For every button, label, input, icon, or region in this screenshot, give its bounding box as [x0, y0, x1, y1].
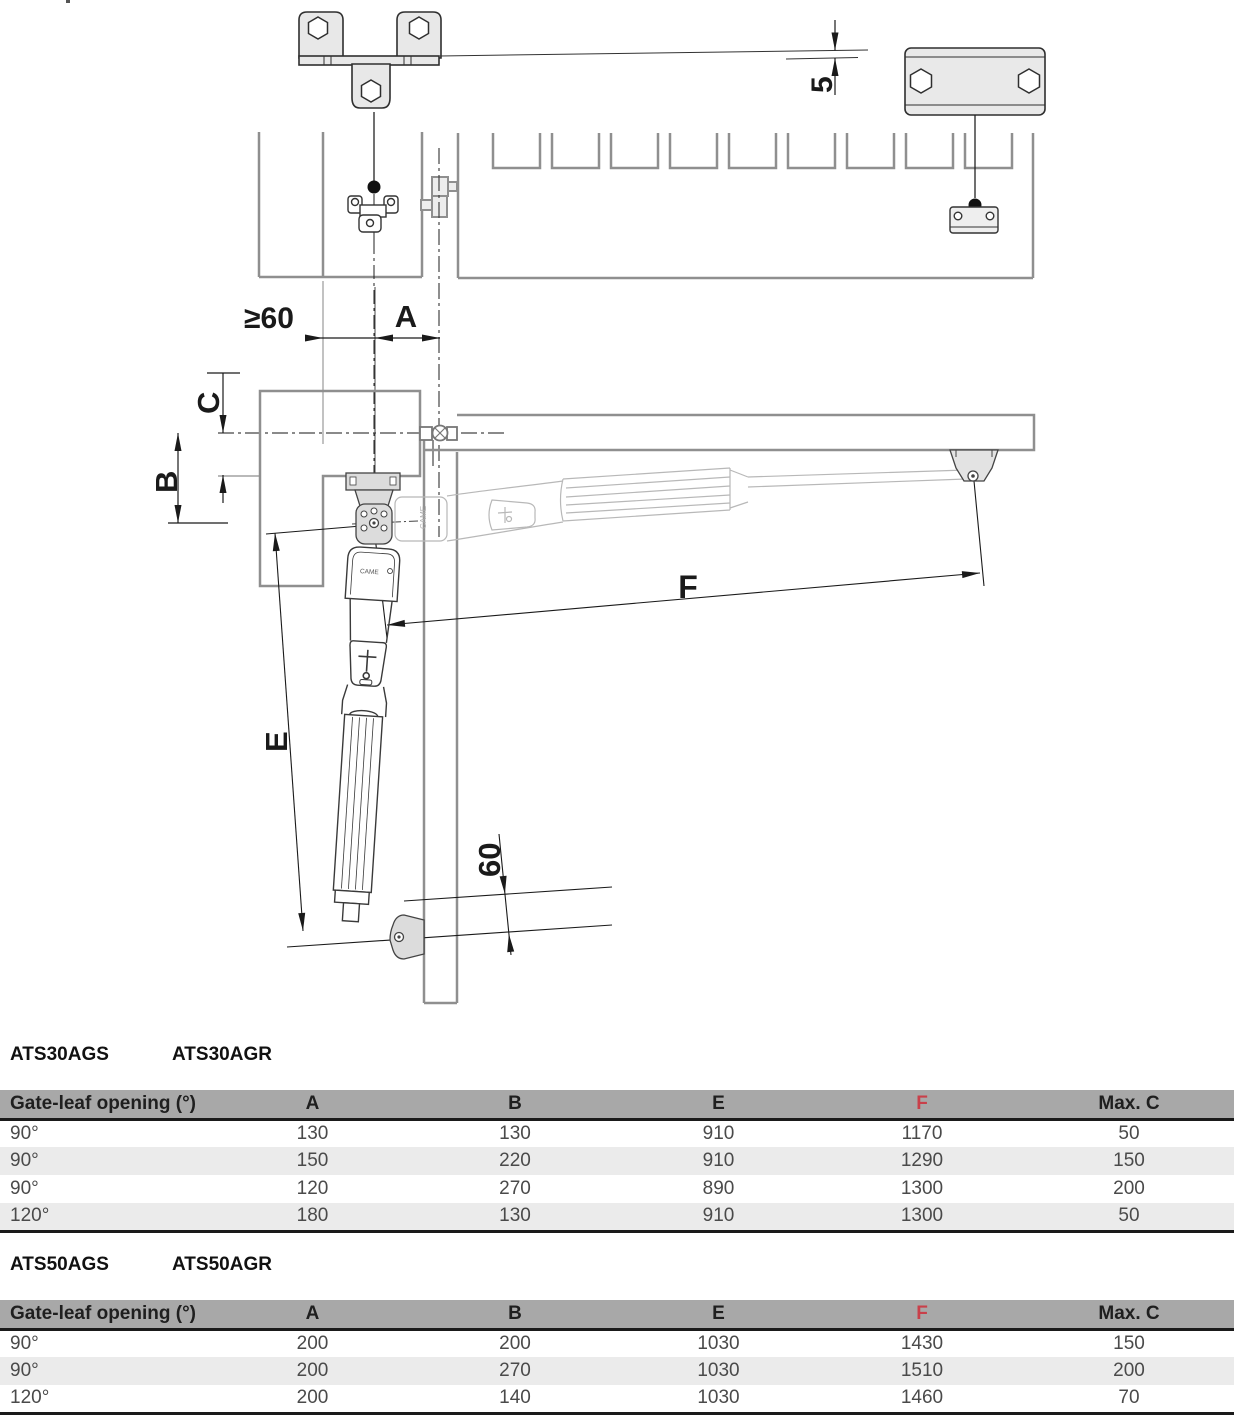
dimension-label-a: A [394, 299, 418, 334]
column-header: Max. C [1024, 1090, 1234, 1119]
table-row [0, 1203, 1234, 1231]
dimension-value-cell: 200 [1113, 1178, 1145, 1199]
column-header: E [617, 1300, 820, 1329]
dimension-f [374, 481, 984, 638]
dimension-value-cell: 150 [296, 1150, 329, 1171]
column-header: B [413, 1300, 617, 1329]
dimension-value-cell: 130 [296, 1122, 329, 1144]
rear-bracket-front-view [348, 196, 398, 232]
model-name: ATS30AGR [172, 1044, 272, 1065]
foot-bracket-plan-open [390, 915, 424, 959]
model-names-ats30 [0, 1044, 1234, 1066]
rear-bracket-leader [368, 112, 381, 474]
leaf-top-reference-line [440, 50, 868, 56]
dimension-value-cell: 50 [1024, 1203, 1234, 1231]
dimension-value-cell: 200 [296, 1360, 329, 1381]
table-row [0, 1175, 1234, 1203]
column-header: F [820, 1300, 1024, 1329]
dimension-value-cell: 150 [1113, 1150, 1145, 1171]
dimension-value-cell: 1030 [617, 1385, 820, 1413]
plate-reference-line [786, 58, 858, 60]
dimension-label-f: F [678, 569, 698, 605]
column-header: Gate-leaf opening (°) [0, 1090, 212, 1119]
dimension-value-cell: 70 [1024, 1385, 1234, 1413]
dimension-value-cell: 180 [212, 1203, 413, 1231]
dimension-value-cell: 1300 [820, 1203, 1024, 1231]
gate-leaf-opening-cell: 120° [0, 1385, 212, 1413]
leaf-closed-plan [424, 415, 1034, 450]
dimension-value-cell: 140 [413, 1385, 617, 1413]
dimension-label-5: 5 [806, 76, 839, 93]
dimension-value-cell: 890 [702, 1178, 735, 1199]
table-row [0, 1119, 1234, 1147]
dimension-value-cell: 200 [212, 1385, 413, 1413]
dimension-value-cell: 1030 [697, 1360, 740, 1381]
dimension-value-cell: 50 [1118, 1122, 1140, 1144]
column-header: Gate-leaf opening (°) [0, 1300, 212, 1329]
column-header: E [617, 1090, 820, 1119]
column-header: Max. C [1024, 1300, 1234, 1329]
gate-leaf-opening-cell: 90° [10, 1122, 39, 1144]
gate-leaf-opening-cell: 120° [0, 1203, 212, 1231]
dimension-label-c: C [191, 391, 226, 414]
dimension-value-cell: 270 [499, 1360, 531, 1381]
front-bracket-leader [969, 115, 982, 212]
dimension-value-cell: 220 [499, 1150, 531, 1171]
dimension-value-cell: 1300 [900, 1178, 944, 1199]
dimensions-table-ats30 [0, 1090, 1234, 1233]
actuator-logo-open: CAME [359, 568, 379, 577]
gate-leaf-opening-cell: 90° [10, 1360, 39, 1381]
rear-bracket-plan [346, 473, 400, 544]
rear-bracket-callout [299, 12, 441, 108]
dimension-value-cell: 200 [1113, 1360, 1145, 1381]
actuator-closed-ghost [395, 468, 966, 541]
dimension-value-cell: 130 [413, 1203, 617, 1231]
dimension-value-cell: 910 [617, 1203, 820, 1231]
model-name: ATS50AGR [172, 1254, 272, 1275]
gate-leaf-opening-cell: 90° [10, 1150, 39, 1171]
table-header-row [0, 1300, 1234, 1329]
gate-plan [218, 391, 1034, 1003]
column-header: A [212, 1300, 413, 1329]
model-name: ATS30AGS [10, 1044, 109, 1065]
dimensions-table-ats50 [0, 1300, 1234, 1415]
dimension-value-cell: 1510 [900, 1360, 944, 1381]
gate-pickets [493, 133, 1012, 168]
gate-leaf-opening-cell: 90° [10, 1178, 39, 1199]
dimension-label-clearance: ≥60 [244, 302, 294, 335]
dimension-value-cell: 1290 [900, 1150, 944, 1171]
actuator-open [324, 546, 400, 923]
front-bracket-plan-closed [950, 450, 998, 481]
hinge-plan-symbol [420, 426, 457, 441]
dimension-label-60: 60 [472, 842, 507, 877]
dimension-value-cell: 1430 [900, 1332, 944, 1354]
gate-leaf-opening-cell: 90° [10, 1332, 39, 1354]
dimension-value-cell: 130 [499, 1122, 531, 1144]
table-row [0, 1385, 1234, 1413]
dimension-value-cell: 1460 [820, 1385, 1024, 1413]
column-header: A [212, 1090, 413, 1119]
dimension-value-cell: 1030 [697, 1332, 740, 1354]
dimension-value-cell: 150 [1113, 1332, 1145, 1354]
table-row [0, 1329, 1234, 1357]
dimension-value-cell: 120 [296, 1178, 329, 1199]
table-header-row [0, 1090, 1234, 1119]
model-names-ats50 [0, 1254, 1234, 1276]
dimension-label-e: E [259, 731, 294, 752]
model-name: ATS50AGS [10, 1254, 109, 1275]
front-bracket-front-view [950, 207, 998, 233]
actuator-logo-ghost: CAME [419, 505, 428, 529]
table-row [0, 1147, 1234, 1175]
dimension-value-cell: 910 [702, 1122, 735, 1144]
dimension-label-b: B [149, 470, 184, 493]
leader-dot-icon [368, 181, 381, 194]
dimension-value-cell: 200 [296, 1332, 329, 1354]
dimension-value-cell: 270 [499, 1178, 531, 1199]
column-header: B [413, 1090, 617, 1119]
table-row [0, 1357, 1234, 1385]
dimension-value-cell: 1170 [901, 1122, 943, 1144]
column-header: F [820, 1090, 1024, 1119]
front-bracket-callout [905, 48, 1045, 115]
dimension-clearance-and-a [305, 335, 440, 342]
dimension-value-cell: 910 [702, 1150, 735, 1171]
dimension-value-cell: 200 [499, 1332, 531, 1354]
